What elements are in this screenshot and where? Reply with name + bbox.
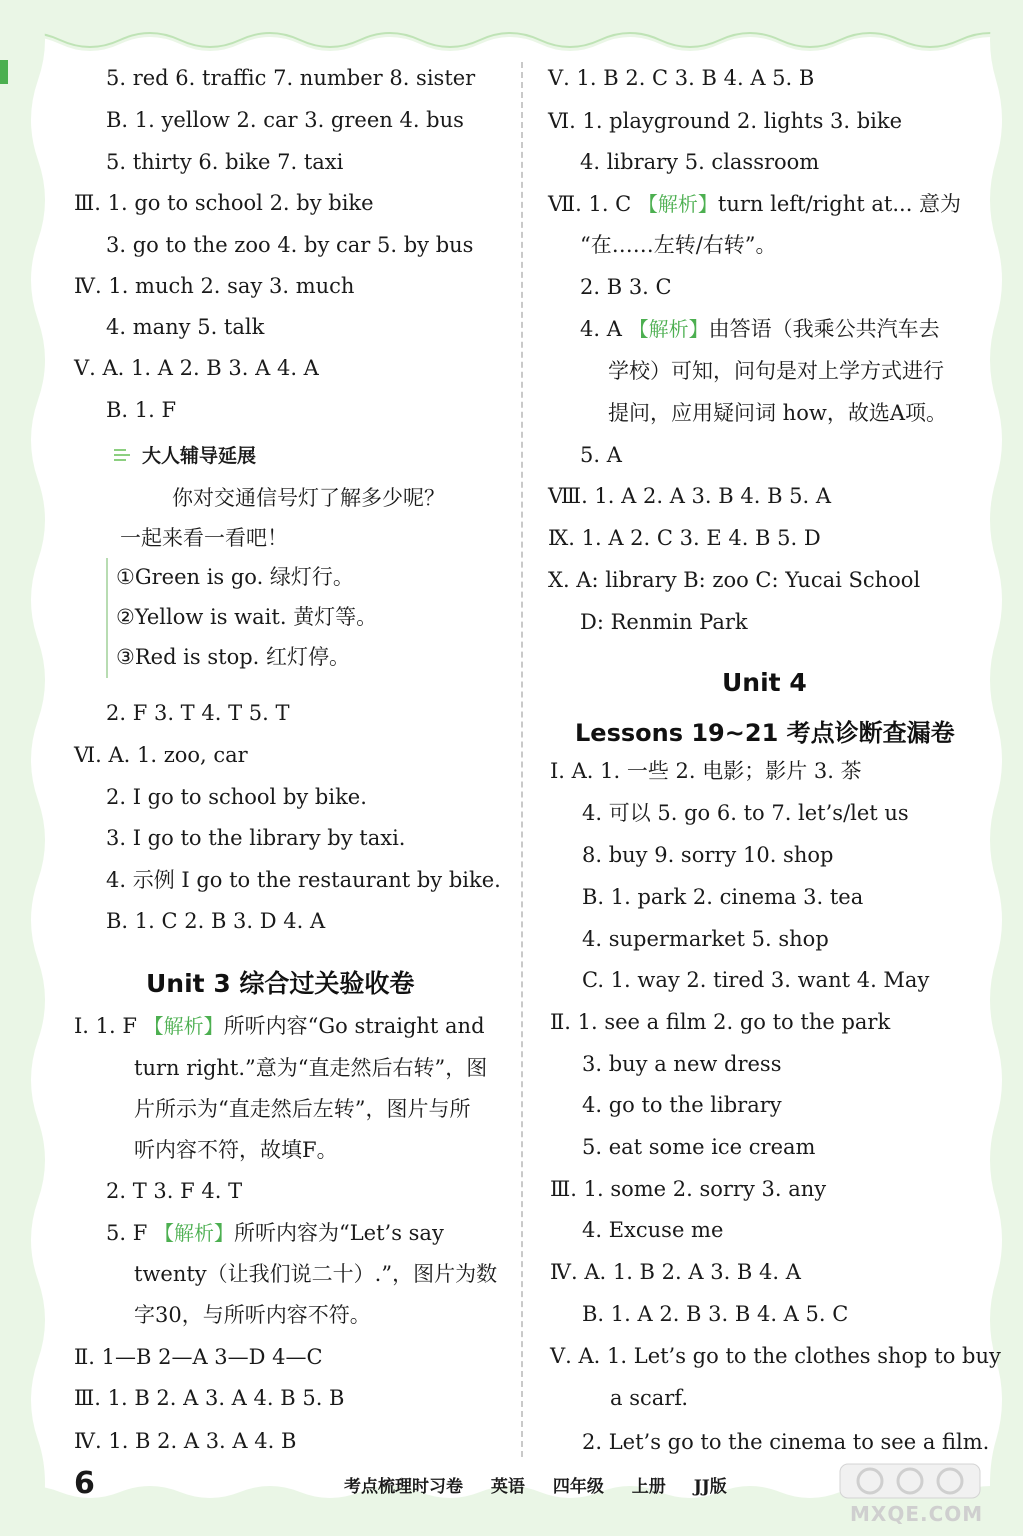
answer-line: 4. 可以 5. go 6. to 7. let’s/let us <box>582 801 909 825</box>
analysis-text: turn left/right at... 意为 <box>717 192 962 216</box>
analysis-text: 由答语（我乘公共汽车去 <box>708 317 940 341</box>
answer-line: 8. buy 9. sorry 10. shop <box>582 843 834 867</box>
answer-line: 4. Excuse me <box>582 1218 724 1242</box>
answer-line: Ⅷ. 1. A 2. A 3. B 4. B 5. A <box>548 484 832 508</box>
extension-icon <box>112 444 132 464</box>
left-wave-border <box>0 0 70 1536</box>
extension-intro: 你对交通信号灯了解多少呢？ <box>172 486 445 510</box>
answer-line: Ⅲ. 1. go to school 2. by bike <box>74 191 374 215</box>
answer-line: 3. I go to the library by taxi. <box>106 826 406 850</box>
answer-line: 4. library 5. classroom <box>580 150 820 174</box>
answer-line <box>548 190 961 218</box>
answer-prefix: 5. F <box>106 1221 148 1245</box>
analysis-text: 字30，与所听内容不符。 <box>134 1303 371 1327</box>
column-divider <box>521 62 523 1457</box>
answer-prefix: Ⅰ. 1. F <box>74 1014 137 1038</box>
footer-subject: 英语 <box>490 1477 525 1497</box>
answer-line: 2. Let’s go to the cinema to see a film. <box>582 1430 990 1454</box>
answer-line: 2. T 3. F 4. T <box>106 1179 243 1203</box>
footer-grade: 四年级 <box>552 1477 604 1497</box>
analysis-text: 听内容不符，故填F。 <box>134 1138 338 1162</box>
answer-line: a scarf. <box>610 1386 688 1410</box>
answer-line: Ⅳ. 1. much 2. say 3. much <box>74 274 355 298</box>
answer-line: Ⅵ. A. 1. zoo, car <box>74 743 248 767</box>
answer-prefix: Ⅶ. 1. C <box>548 192 632 216</box>
footer-book-info <box>344 1472 749 1497</box>
analysis-text: “在……左转/右转”。 <box>580 233 777 257</box>
analysis-tag: 【解析】 <box>143 1014 224 1038</box>
answer-line: Ⅲ. 1. B 2. A 3. A 4. B 5. B <box>74 1386 345 1410</box>
answer-line: B. 1. park 2. cinema 3. tea <box>582 885 864 909</box>
analysis-text: twenty（让我们说二十）.”，图片为数 <box>134 1262 498 1286</box>
answer-line <box>106 1219 444 1247</box>
answer-line: C. 1. way 2. tired 3. want 4. May <box>582 968 930 992</box>
answer-line: B. 1. C 2. B 3. D 4. A <box>106 909 326 933</box>
answer-line: Ⅴ. 1. B 2. C 3. B 4. A 5. B <box>548 66 815 90</box>
footer-book-title: 考点梳理时习卷 <box>344 1477 463 1497</box>
answer-line: 5. A <box>580 443 622 467</box>
right-wave-border <box>978 0 1023 1536</box>
analysis-text: 所听内容为“Let’s say <box>233 1221 444 1245</box>
extension-item: ②Yellow is wait. 黄灯等。 <box>116 605 378 629</box>
answer-line: 4. many 5. talk <box>106 315 265 339</box>
extension-item: ①Green is go. 绿灯行。 <box>116 565 354 589</box>
answer-line: 4. supermarket 5. shop <box>582 927 829 951</box>
answer-line: B. 1. A 2. B 3. B 4. A 5. C <box>582 1302 849 1326</box>
answer-line: B. 1. yellow 2. car 3. green 4. bus <box>106 108 464 132</box>
answer-line <box>580 315 940 343</box>
watermark-logo <box>810 1460 1000 1530</box>
extension-item: ③Red is stop. 红灯停。 <box>116 645 351 669</box>
answer-line: Ⅱ. 1. see a film 2. go to the park <box>550 1010 891 1034</box>
extension-title: 大人辅导延展 <box>142 445 257 467</box>
answer-line: 2. F 3. T 4. T 5. T <box>106 701 290 725</box>
answer-line: Ⅳ. 1. B 2. A 3. A 4. B <box>74 1429 297 1453</box>
page-number: 6 <box>74 1466 95 1501</box>
answer-line: Ⅴ. A. 1. Let’s go to the clothes shop to buy <box>550 1344 1001 1368</box>
answer-line: 3. buy a new dress <box>582 1052 782 1076</box>
analysis-text: 所听内容“Go straight and <box>223 1014 485 1038</box>
analysis-text: 片所示为“直走然后左转”，图片与所 <box>134 1097 471 1121</box>
answer-line: 4. go to the library <box>582 1093 782 1117</box>
answer-line: 4. 示例 I go to the restaurant by bike. <box>106 868 501 892</box>
answer-line: Ⅰ. A. 1. 一些 2. 电影；影片 3. 茶 <box>550 759 862 783</box>
answer-line: Ⅳ. A. 1. B 2. A 3. B 4. A <box>550 1260 801 1284</box>
analysis-text: 学校）可知，问句是对上学方式进行 <box>608 359 944 383</box>
answer-line: D: Renmin Park <box>580 610 748 634</box>
answer-line: Ⅵ. 1. playground 2. lights 3. bike <box>548 109 903 133</box>
top-wave-border <box>0 0 1023 58</box>
analysis-tag: 【解析】 <box>628 317 709 341</box>
answer-line: 5. red 6. traffic 7. number 8. sister <box>106 66 476 90</box>
footer-edition: JJ版 <box>693 1477 727 1497</box>
answer-line <box>74 1012 485 1040</box>
extension-intro: 一起来看一看吧！ <box>120 526 288 550</box>
answer-line: Ⅴ. A. 1. A 2. B 3. A 4. A <box>74 356 319 380</box>
analysis-tag: 【解析】 <box>153 1221 234 1245</box>
unit3-heading: Unit 3 综合过关验收卷 <box>146 969 415 998</box>
unit4-subheading: Lessons 19~21 考点诊断查漏卷 <box>575 719 955 747</box>
footer-term: 上册 <box>631 1477 666 1497</box>
answer-line: 2. I go to school by bike. <box>106 785 367 809</box>
answer-line: 5. eat some ice cream <box>582 1135 816 1159</box>
unit4-heading: Unit 4 <box>722 668 807 697</box>
answer-prefix: 4. A <box>580 317 622 341</box>
answer-line: Ⅲ. 1. some 2. sorry 3. any <box>550 1177 827 1201</box>
extension-bar <box>106 558 108 678</box>
answer-line: B. 1. F <box>106 398 177 422</box>
answer-line: Ⅸ. 1. A 2. C 3. E 4. B 5. D <box>548 526 821 550</box>
answer-line: Ⅹ. A: library B: zoo C: Yucai School <box>548 568 921 592</box>
answer-line: 2. B 3. C <box>580 275 672 299</box>
analysis-text: turn right.”意为“直走然后右转”，图 <box>134 1056 488 1080</box>
answer-line: 3. go to the zoo 4. by car 5. by bus <box>106 233 474 257</box>
answer-line: Ⅱ. 1—B 2—A 3—D 4—C <box>74 1345 323 1369</box>
analysis-tag: 【解析】 <box>637 192 718 216</box>
answer-line: 5. thirty 6. bike 7. taxi <box>106 150 344 174</box>
analysis-text: 提问，应用疑问词 how，故选A项。 <box>608 401 947 425</box>
watermark-text: MXQE.COM <box>850 1502 984 1526</box>
